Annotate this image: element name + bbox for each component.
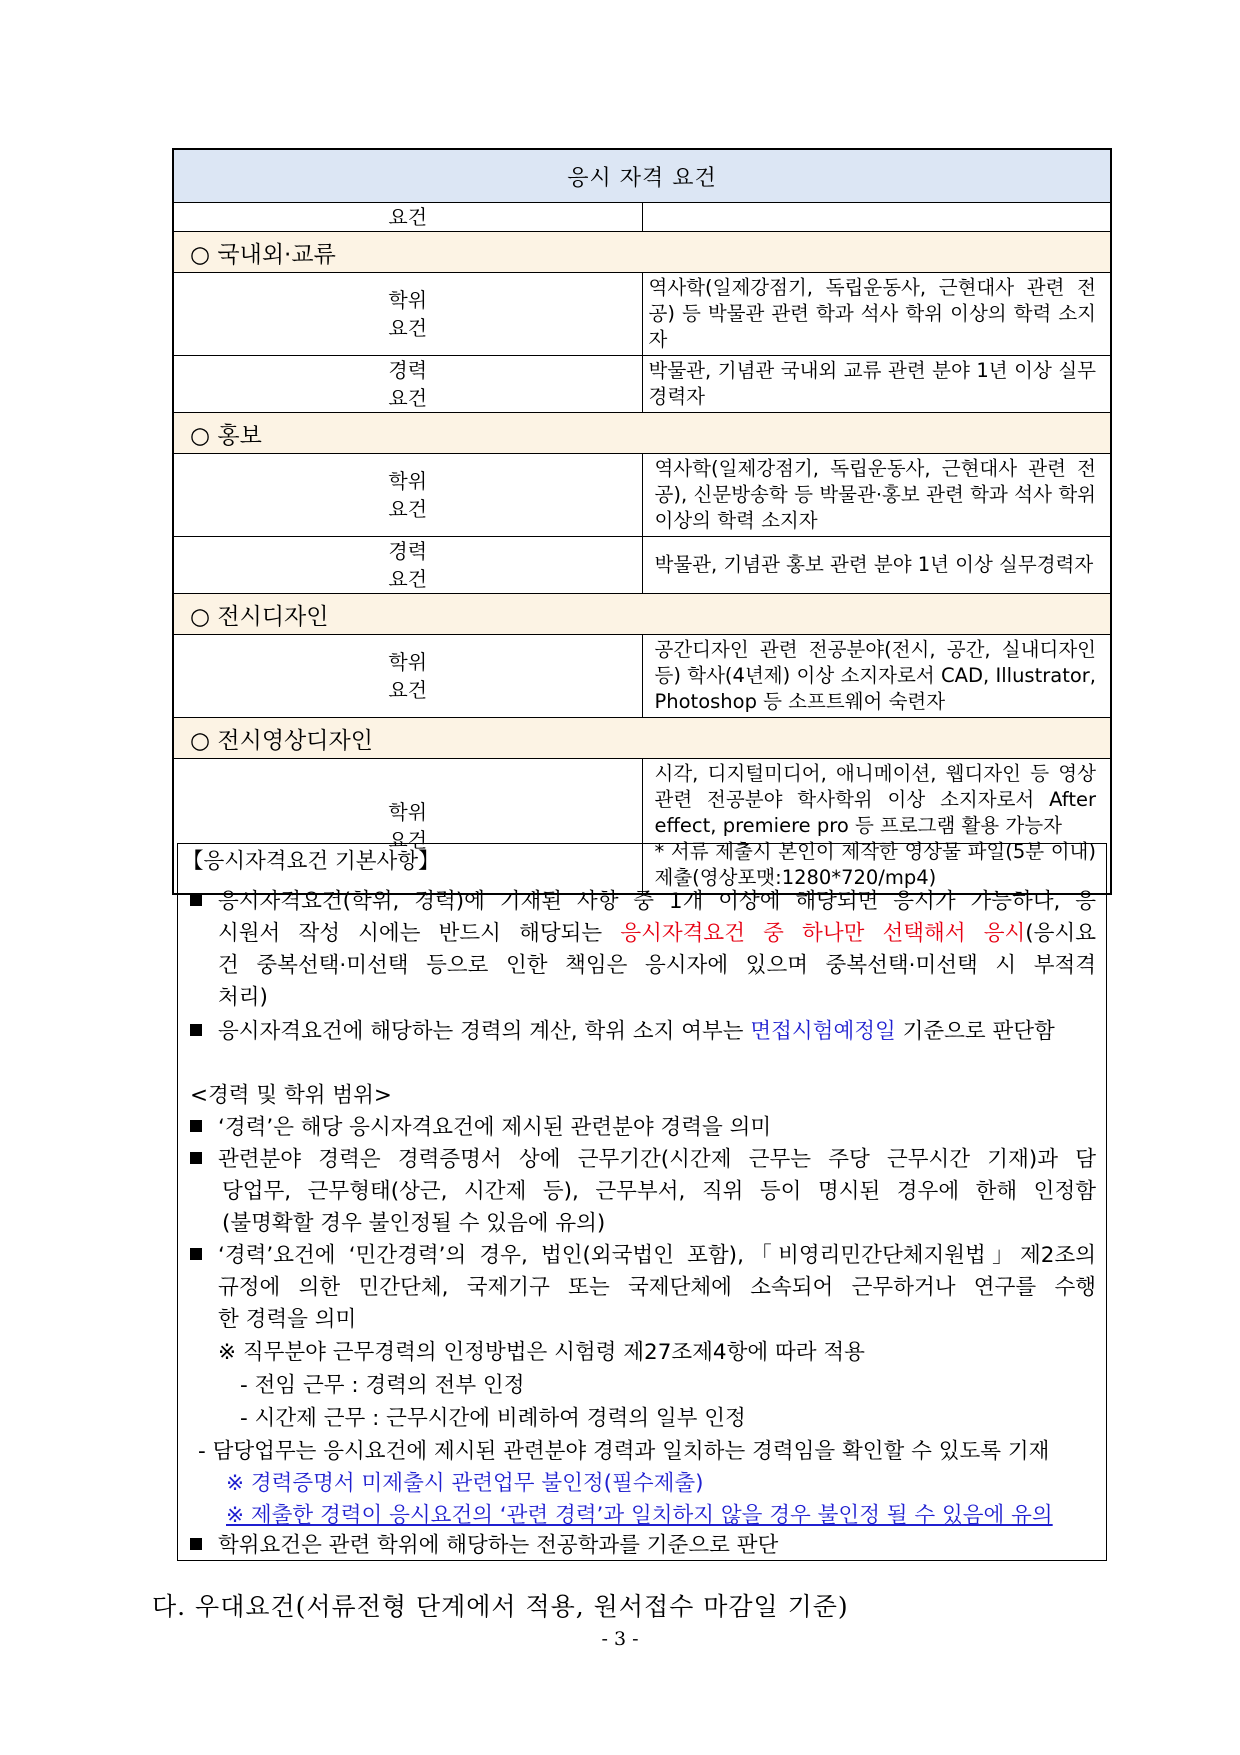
requirement-label: 학위 요건 (173, 759, 642, 895)
requirement-label: 학위 요건 (173, 635, 642, 718)
requirement-row (173, 537, 1111, 594)
requirement-label: 경력 요건 (173, 537, 642, 594)
bullet-icon (190, 1120, 202, 1132)
notice-sub-heading: <경력 및 학위 범위> (190, 1083, 392, 1108)
header-value (642, 203, 1111, 232)
requirement-text: 역사학(일제강점기, 독립운동사, 근현대사 관련 전공) 등 박물관 관련 학과 석사 학위 이상의 학력 소지자 (648, 276, 1096, 351)
requirement-row (173, 356, 1111, 413)
notice-p4-line3: (불명확할 경우 불인정될 수 있음에 유의) (222, 1211, 606, 1236)
notice-p1-line1: 응시자격요건(학위, 경력)에 기재된 사항 중 1개 이상에 해당되면 응시가 가능하나, 응 (190, 886, 1096, 918)
notice-p4-line2: 당업무, 근무형태(상근, 시간제 등), 근무부서, 직위 등이 명시된 경우에 한해 인정함 (222, 1179, 1096, 1204)
requirement-text: 역사학(일제강점기, 독립운동사, 근현대사 관련 전공), 신문방송학 등 박물관·홍보 관련 학과 석사 학위 이상의 학력 소지자 (654, 457, 1096, 532)
requirement-note: * 서류 제출시 본인이 제작한 영상물 파일(5분 이내) 제출(영상포맷:1280*720/mp4) (654, 840, 1096, 889)
requirement-text: 박물관, 기념관 홍보 관련 분야 1년 이상 실무경력자 (654, 553, 1094, 576)
notice-p2: 응시자격요건에 해당하는 경력의 계산, 학위 소지 여부는 면접시험예정일 기준으로 판단함 (190, 1016, 1106, 1048)
notice-p4-line1: 관련분야 경력은 경력증명서 상에 근무기간(시간제 근무는 주당 근무시간 기재)과 담 (190, 1144, 1096, 1176)
requirement-label: 학위 요건 (173, 273, 642, 356)
requirement-label: 경력 요건 (173, 356, 642, 413)
section-row (173, 232, 1111, 273)
section-title: ○ 전시영상디자인 (173, 718, 1111, 759)
section-title: ○ 홍보 (173, 413, 1111, 454)
notice-p1-line2: 시원서 작성 시에는 반드시 해당되는 응시자격요건 중 하나만 선택해서 응시(응시요 (218, 921, 1096, 946)
requirement-row (173, 454, 1111, 537)
notice-p5-line1: ‘경력’요건에 ‘민간경력’의 경우, 법인(외국법인 포함),「비영리민간단체지원법」제2조의 (190, 1240, 1096, 1272)
notice-p6-note2: ※ 제출한 경력이 응시요건의 ‘관련 경력’과 일치하지 않을 경우 불인정 될 수 있음에 유의 (226, 1503, 1053, 1528)
notice-p3: ‘경력’은 해당 응시자격요건에 제시된 관련분야 경력을 의미 (190, 1112, 1106, 1144)
notice-p5-detail1: - 전임 근무 : 경력의 전부 인정 (240, 1373, 525, 1398)
eligibility-table (172, 148, 1112, 895)
section-title: ○ 전시디자인 (173, 594, 1111, 635)
bullet-icon (190, 1152, 202, 1164)
notice-box (177, 843, 1107, 1561)
bullet-icon (190, 1248, 202, 1260)
notice-p6: - 담당업무는 응시요건에 제시된 관련분야 경력과 일치하는 경력임을 확인할 수 있도록 기재 (198, 1439, 1050, 1464)
notice-p7: 학위요건은 관련 학위에 해당하는 전공학과를 기준으로 판단 (190, 1530, 1106, 1562)
requirement-text: 공간디자인 관련 전공분야(전시, 공간, 실내디자인 등) 학사(4년제) 이상 소지자로서 CAD, Illustrator, Photoshop 등 소프트웨어 숙련자 (654, 638, 1096, 713)
preference-heading: 다. 우대요건(서류전형 단계에서 적용, 원서접수 마감일 기준) (152, 1592, 849, 1621)
requirement-value (642, 454, 1111, 537)
requirement-label: 학위 요건 (173, 454, 642, 537)
requirement-value (642, 635, 1111, 718)
bullet-icon (190, 894, 202, 906)
bullet-icon (190, 1024, 202, 1036)
requirement-row (173, 273, 1111, 356)
notice-heading: 【응시자격요건 기본사항】 (182, 849, 440, 874)
requirement-text: 박물관, 기념관 국내외 교류 관련 분야 1년 이상 실무경력자 (648, 359, 1096, 408)
notice-p6-note1: ※ 경력증명서 미제출시 관련업무 불인정(필수제출) (226, 1471, 704, 1496)
table-title-row (173, 149, 1111, 203)
table-title: 응시 자격 요건 (173, 149, 1111, 203)
header-label: 요건 (173, 203, 642, 232)
notice-p5-note: ※ 직무분야 근무경력의 인정방법은 시험령 제27조제4항에 따라 적용 (218, 1340, 865, 1365)
table-header-row (173, 203, 1111, 232)
notice-p5-line2: 규정에 의한 민간단체, 국제기구 또는 국제단체에 소속되어 근무하거나 연구를 수행 (218, 1275, 1096, 1300)
notice-p1-line4: 처리) (218, 985, 268, 1010)
bullet-icon (190, 1538, 202, 1550)
section-row (173, 718, 1111, 759)
section-title: ○ 국내외·교류 (173, 232, 1111, 273)
requirement-value (642, 537, 1111, 594)
requirement-value (642, 273, 1111, 356)
page-number: - 3 - (601, 1628, 639, 1650)
requirement-row (173, 635, 1111, 718)
section-row (173, 594, 1111, 635)
section-row (173, 413, 1111, 454)
notice-p5-line3: 한 경력을 의미 (218, 1307, 357, 1332)
requirement-text: 시각, 디지털미디어, 애니메이션, 웹디자인 등 영상관련 전공분야 학사학위 이상 소지자로서 After effect, premiere pro 등 프로그램 활용 가능자 (654, 762, 1096, 837)
notice-p5-detail2: - 시간제 근무 : 근무시간에 비례하여 경력의 일부 인정 (240, 1406, 746, 1431)
notice-p1-line3: 건 중복선택·미선택 등으로 인한 책임은 응시자에 있으며 중복선택·미선택 시 부적격 (218, 953, 1096, 978)
requirement-value (642, 356, 1111, 413)
